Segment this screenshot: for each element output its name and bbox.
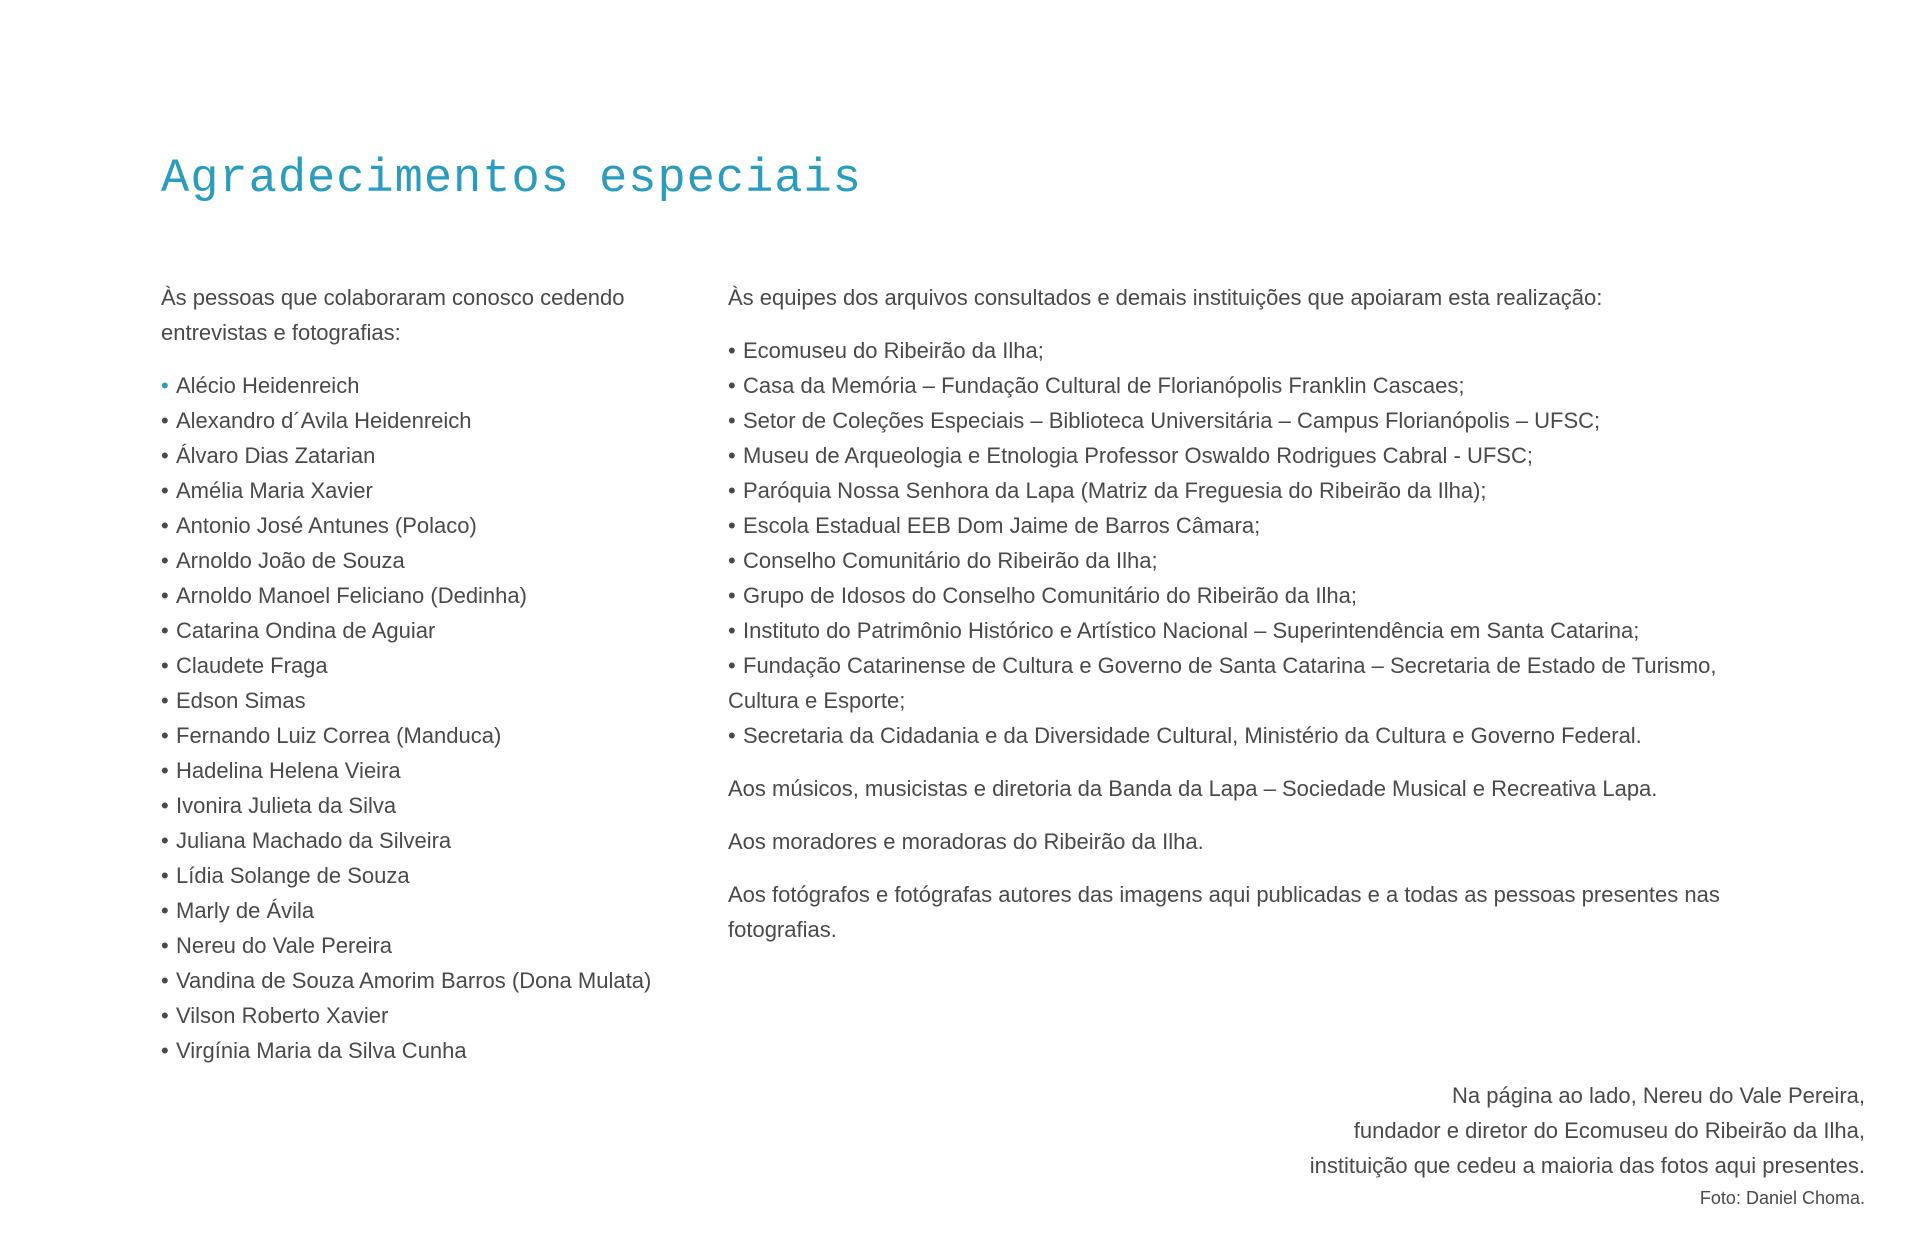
people-intro: Às pessoas que colaboraram conosco cedendo entrevistas e fotografias: <box>161 285 625 345</box>
bullet-icon: • <box>161 548 169 573</box>
bullet-icon: • <box>161 408 169 433</box>
person-name: Arnoldo João de Souza <box>176 548 405 573</box>
list-item <box>161 1033 721 1068</box>
people-column <box>161 280 721 1068</box>
person-name: Edson Simas <box>176 688 306 713</box>
bullet-icon: • <box>161 793 169 818</box>
list-item <box>728 718 1738 753</box>
list-item <box>161 613 721 648</box>
person-name: Antonio José Antunes (Polaco) <box>176 513 477 538</box>
bullet-icon: • <box>161 513 169 538</box>
residents-paragraph: Aos moradores e moradoras do Ribeirão da Ilha. <box>728 829 1204 854</box>
list-item <box>161 403 721 438</box>
list-item <box>161 998 721 1033</box>
bullet-icon: • <box>728 653 736 678</box>
list-item <box>161 823 721 858</box>
list-item <box>728 368 1738 403</box>
bullet-icon: • <box>161 618 169 643</box>
bullet-icon: • <box>161 863 169 888</box>
person-name: Fernando Luiz Correa (Manduca) <box>176 723 502 748</box>
bullet-icon: • <box>161 478 169 503</box>
person-name: Ivonira Julieta da Silva <box>176 793 397 818</box>
list-item <box>728 613 1738 648</box>
person-name: Vilson Roberto Xavier <box>176 1003 389 1028</box>
list-item <box>161 893 721 928</box>
bullet-icon: • <box>728 618 736 643</box>
bullet-icon: • <box>161 583 169 608</box>
photo-credit: Foto: Daniel Choma. <box>1699 1188 1865 1208</box>
bullet-icon: • <box>728 548 736 573</box>
bullet-icon: • <box>161 1038 169 1063</box>
musicians-paragraph: Aos músicos, musicistas e diretoria da Banda da Lapa – Sociedade Musical e Recreativa Lapa. <box>728 776 1658 801</box>
caption-line: fundador e diretor do Ecomuseu do Ribeirão da Ilha, <box>1353 1118 1865 1143</box>
caption-line: instituição que cedeu a maioria das fotos aqui presentes. <box>1309 1153 1865 1178</box>
list-item <box>161 718 721 753</box>
institution-name: Ecomuseu do Ribeirão da Ilha; <box>743 338 1044 363</box>
caption-line: Na página ao lado, Nereu do Vale Pereira, <box>1452 1083 1865 1108</box>
photographers-paragraph: Aos fotógrafos e fotógrafas autores das imagens aqui publicadas e a todas as pessoas presentes nas fotografias. <box>728 882 1720 942</box>
list-item <box>161 508 721 543</box>
institution-name: Secretaria da Cidadania e da Diversidade Cultural, Ministério da Cultura e Governo Federal. <box>743 723 1642 748</box>
list-item <box>728 403 1738 438</box>
list-item <box>161 648 721 683</box>
bullet-icon: • <box>728 513 736 538</box>
list-item <box>161 963 721 998</box>
person-name: Juliana Machado da Silveira <box>176 828 452 853</box>
person-name: Álvaro Dias Zatarian <box>176 443 376 468</box>
bullet-icon: • <box>161 653 169 678</box>
person-name: Catarina Ondina de Aguiar <box>176 618 436 643</box>
bullet-icon: • <box>728 583 736 608</box>
person-name: Nereu do Vale Pereira <box>176 933 393 958</box>
bullet-icon: • <box>161 1003 169 1028</box>
list-item <box>161 753 721 788</box>
list-item <box>161 788 721 823</box>
person-name: Alécio Heidenreich <box>176 373 360 398</box>
bullet-icon: • <box>161 373 169 398</box>
person-name: Vandina de Souza Amorim Barros (Dona Mulata) <box>176 968 652 993</box>
bullet-icon: • <box>728 373 736 398</box>
institution-name: Grupo de Idosos do Conselho Comunitário do Ribeirão da Ilha; <box>743 583 1357 608</box>
person-name: Virgínia Maria da Silva Cunha <box>176 1038 467 1063</box>
institution-name: Museu de Arqueologia e Etnologia Professor Oswaldo Rodrigues Cabral - UFSC; <box>743 443 1533 468</box>
bullet-icon: • <box>161 723 169 748</box>
institution-name: Instituto do Patrimônio Histórico e Artístico Nacional – Superintendência em Santa Catarina; <box>743 618 1640 643</box>
page-title: Agradecimentos especiais <box>161 153 862 206</box>
list-item <box>161 368 721 403</box>
bullet-icon: • <box>161 758 169 783</box>
list-item <box>161 928 721 963</box>
list-item <box>161 683 721 718</box>
person-name: Lídia Solange de Souza <box>176 863 410 888</box>
person-name: Hadelina Helena Vieira <box>176 758 401 783</box>
list-item <box>728 333 1738 368</box>
bullet-icon: • <box>728 478 736 503</box>
bullet-icon: • <box>161 933 169 958</box>
institutions-list <box>728 333 1738 753</box>
institution-name: Paróquia Nossa Senhora da Lapa (Matriz da Freguesia do Ribeirão da Ilha); <box>743 478 1487 503</box>
person-name: Arnoldo Manoel Feliciano (Dedinha) <box>176 583 527 608</box>
list-item <box>728 648 1738 718</box>
bullet-icon: • <box>728 443 736 468</box>
list-item <box>728 473 1738 508</box>
bullet-icon: • <box>161 968 169 993</box>
person-name: Alexandro d´Avila Heidenreich <box>176 408 472 433</box>
people-list <box>161 368 721 1068</box>
list-item <box>161 473 721 508</box>
institution-name: Conselho Comunitário do Ribeirão da Ilha; <box>743 548 1158 573</box>
person-name: Marly de Ávila <box>176 898 315 923</box>
bullet-icon: • <box>161 898 169 923</box>
list-item <box>161 438 721 473</box>
list-item <box>728 543 1738 578</box>
institution-name: Escola Estadual EEB Dom Jaime de Barros Câmara; <box>743 513 1261 538</box>
photo-caption <box>1310 1078 1865 1213</box>
bullet-icon: • <box>161 443 169 468</box>
person-name: Amélia Maria Xavier <box>176 478 373 503</box>
institution-name: Casa da Memória – Fundação Cultural de Florianópolis Franklin Cascaes; <box>743 373 1465 398</box>
list-item <box>161 578 721 613</box>
list-item <box>161 543 721 578</box>
bullet-icon: • <box>728 723 736 748</box>
bullet-icon: • <box>161 828 169 853</box>
institutions-intro: Às equipes dos arquivos consultados e demais instituições que apoiaram esta realização: <box>728 285 1603 310</box>
bullet-icon: • <box>728 338 736 363</box>
person-name: Claudete Fraga <box>176 653 328 678</box>
institutions-column <box>728 280 1738 947</box>
institution-name: Fundação Catarinense de Cultura e Governo de Santa Catarina – Secretaria de Estado de Turismo, Cultura e Esporte; <box>728 653 1717 713</box>
bullet-icon: • <box>728 408 736 433</box>
bullet-icon: • <box>161 688 169 713</box>
list-item <box>161 858 721 893</box>
list-item <box>728 508 1738 543</box>
list-item <box>728 438 1738 473</box>
institution-name: Setor de Coleções Especiais – Biblioteca Universitária – Campus Florianópolis – UFSC; <box>743 408 1601 433</box>
list-item <box>728 578 1738 613</box>
